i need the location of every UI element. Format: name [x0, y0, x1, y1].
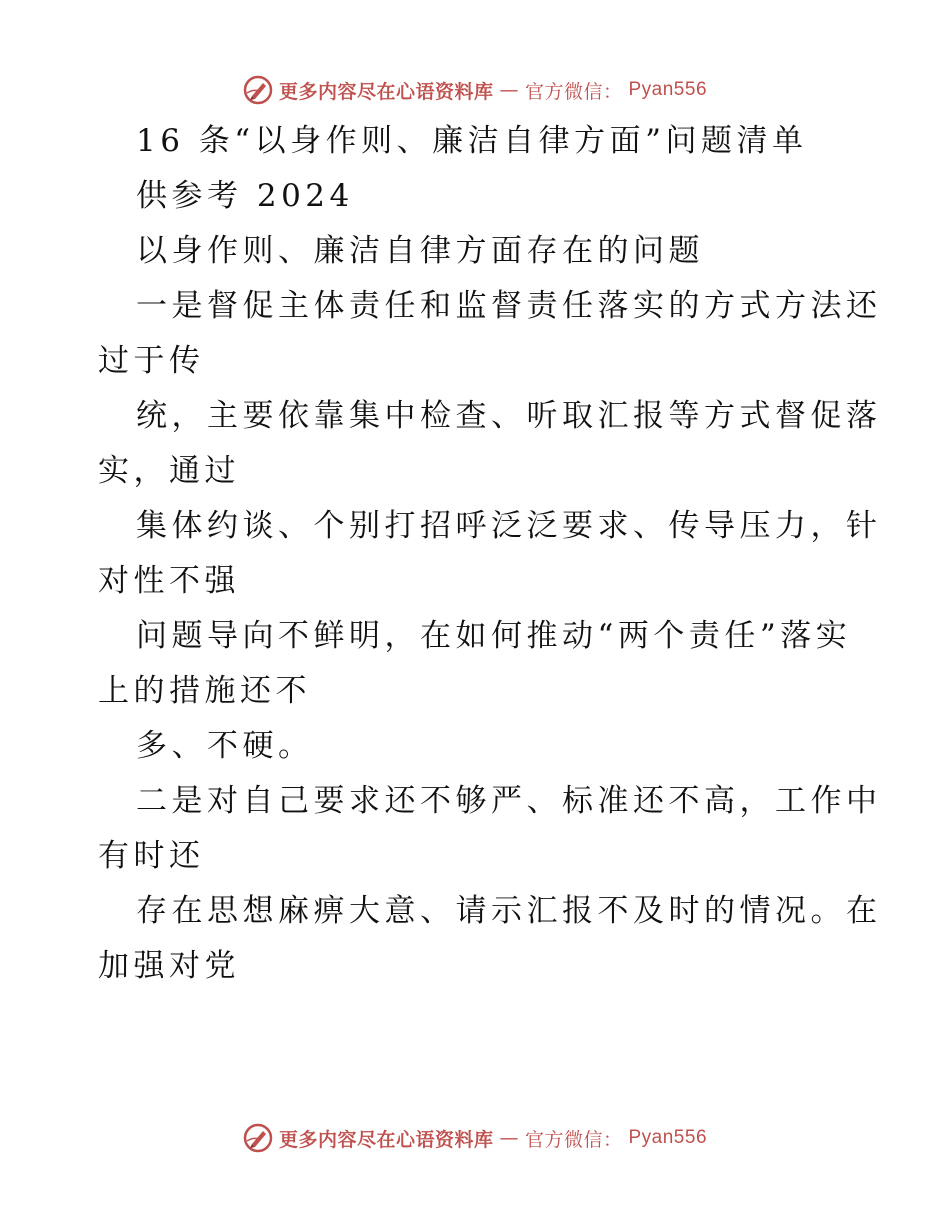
document-body — [98, 123, 882, 1004]
paragraph-line: 统，主要依靠集中检查、听取汇报等方式督促落 — [136, 398, 882, 434]
paragraph-line: 多、不硬。 — [136, 728, 314, 764]
document-title: 16 条“以身作则、廉洁自律方面”问题清单 — [136, 123, 808, 159]
paragraph-line: 对性不强 — [98, 563, 240, 599]
watermark-wechat-id: Pyan556 — [628, 79, 708, 100]
paragraph-line: 过于传 — [98, 343, 205, 379]
watermark-wechat-label: 官方微信： — [524, 80, 623, 103]
paragraph-line: 有时还 — [98, 838, 205, 874]
watermark-dash: — — [499, 79, 519, 101]
paragraph-line: 集体约谈、个别打招呼泛泛要求、传导压力，针 — [136, 508, 882, 544]
pen-logo-icon — [243, 1123, 273, 1153]
watermark-dash: — — [499, 1127, 519, 1149]
paragraph-line: 上的措施还不 — [98, 673, 311, 709]
paragraph-line: 问题导向不鲜明，在如何推动“两个责任”落实 — [136, 618, 852, 654]
watermark-main-text: 更多内容尽在心语资料库 — [278, 80, 494, 103]
watermark-wechat-id: Pyan556 — [628, 1127, 708, 1148]
paragraph-line: 存在思想麻痹大意、请示汇报不及时的情况。在 — [136, 893, 882, 929]
watermark-main-text: 更多内容尽在心语资料库 — [278, 1128, 494, 1151]
paragraph-line: 加强对党 — [98, 948, 240, 984]
document-subtitle: 供参考 2024 — [136, 178, 354, 214]
paragraph-line: 实，通过 — [98, 453, 240, 489]
watermark-wechat-label: 官方微信： — [524, 1128, 623, 1151]
header-watermark — [0, 70, 950, 110]
paragraph-line: 一是督促主体责任和监督责任落实的方式方法还 — [136, 288, 882, 324]
section-heading: 以身作则、廉洁自律方面存在的问题 — [136, 233, 704, 269]
pen-logo-icon — [243, 75, 273, 105]
footer-watermark — [0, 1118, 950, 1158]
paragraph-line: 二是对自己要求还不够严、标准还不高，工作中 — [136, 783, 882, 819]
